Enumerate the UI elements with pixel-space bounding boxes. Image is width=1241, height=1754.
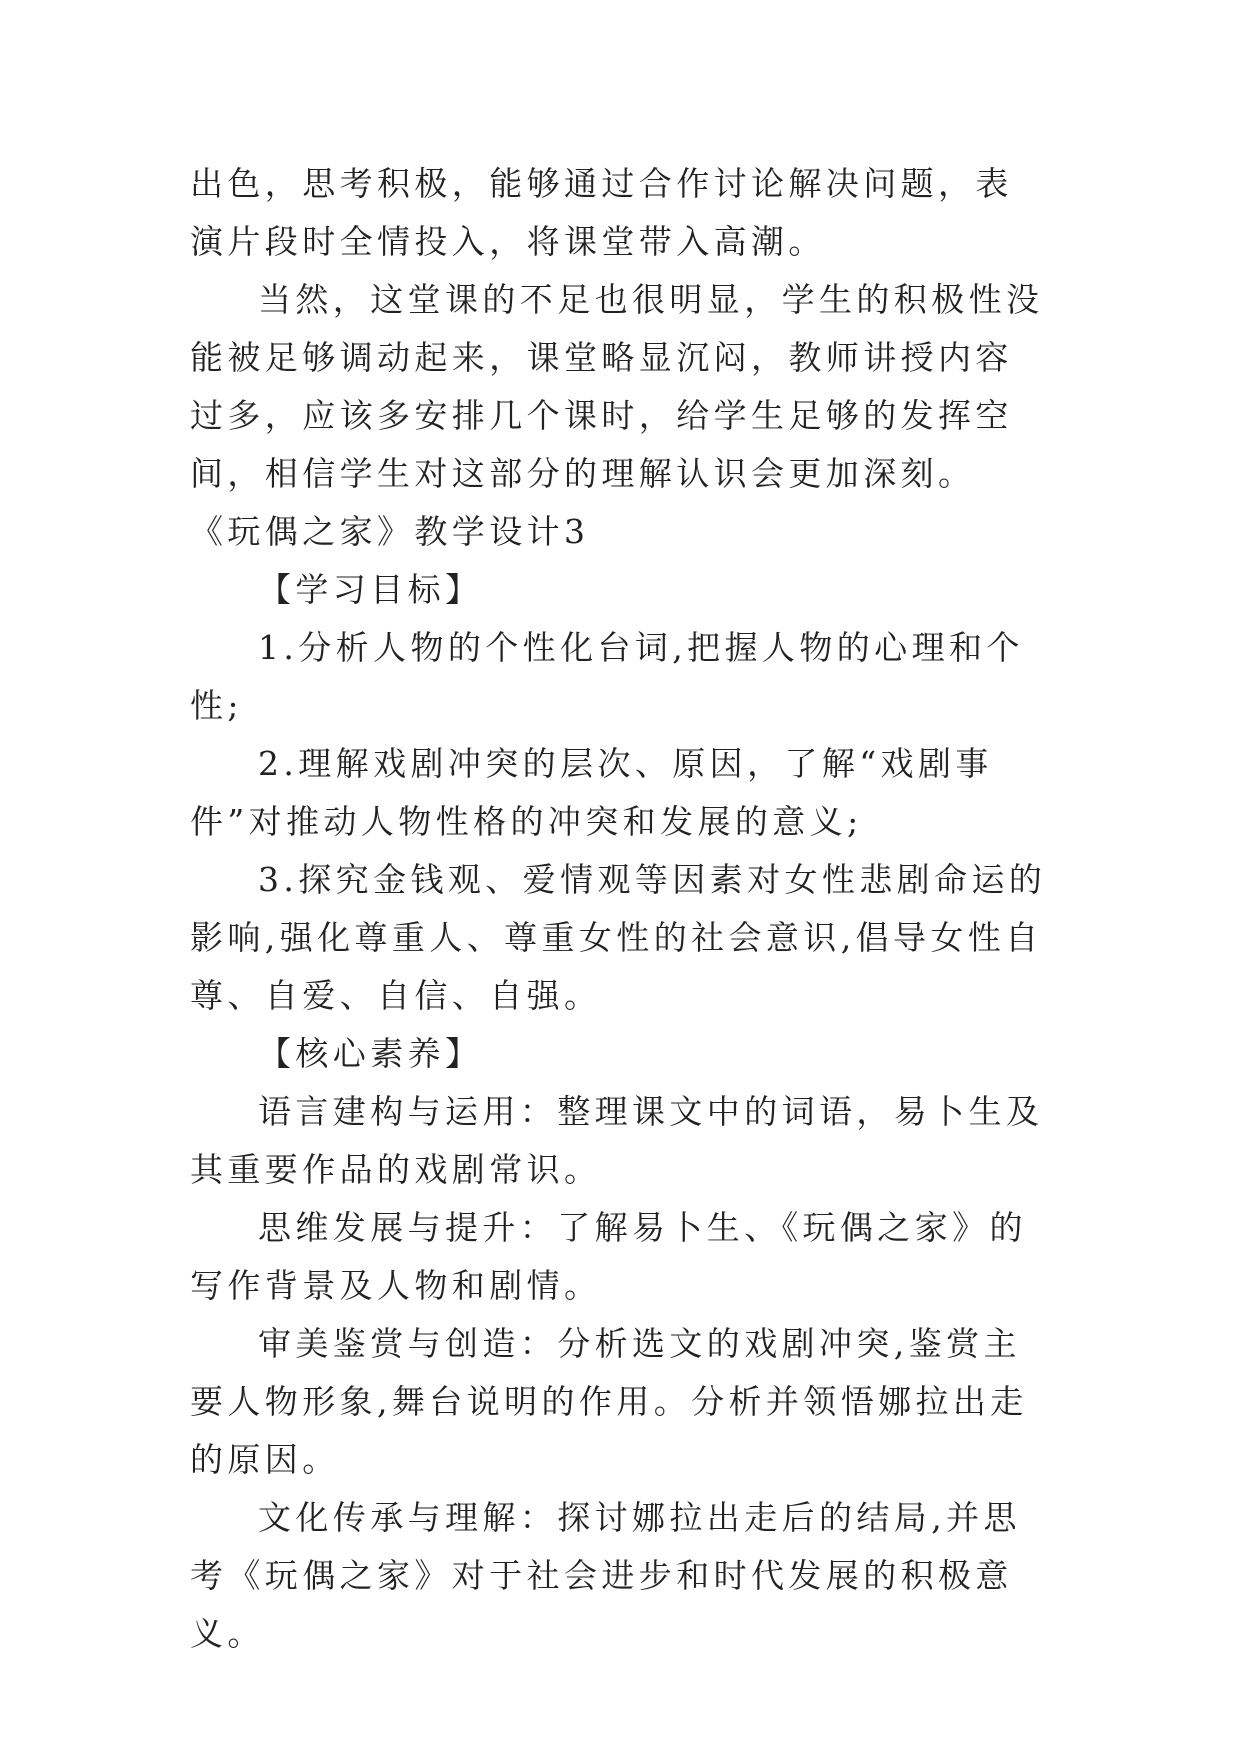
literacy-language: 语言建构与运用：整理课文中的词语，易卜生及其重要作品的戏剧常识。 [190,1092,1044,1189]
literacy-aesthetics: 审美鉴赏与创造：分析选文的戏剧冲突,鉴赏主要人物形象,舞台说明的作用。分析并领悟娜拉出走的原因。 [190,1324,1028,1479]
paragraph-reflection: 当然，这堂课的不足也很明显，学生的积极性没能被足够调动起来，课堂略显沉闷，教师讲授内容过多，应该多安排几个课时，给学生足够的发挥空间，相信学生对这部分的理解认识会更加深刻。 [190,280,1044,493]
heading-learning-goals: 【学习目标】 [258,570,483,609]
goal-item-3: 3.探究金钱观、爱情观等因素对女性悲剧命运的影响,强化尊重人、尊重女性的社会意识,倡导女性自尊、自爱、自信、自强。 [190,860,1047,1015]
literacy-culture: 文化传承与理解：探讨娜拉出走后的结局,并思考《玩偶之家》对于社会进步和时代发展的积极意义。 [190,1498,1021,1653]
document-page [190,155,1050,1663]
section-title: 《玩偶之家》教学设计3 [190,512,590,551]
goal-item-2: 2.理解戏剧冲突的层次、原因，了解“戏剧事件”对推动人物性格的冲突和发展的意义; [190,744,993,841]
heading-core-literacy: 【核心素养】 [258,1034,483,1073]
paragraph-continuation: 出色，思考积极，能够通过合作讨论解决问题，表演片段时全情投入，将课堂带入高潮。 [190,164,1013,261]
literacy-thinking: 思维发展与提升：了解易卜生、《玩偶之家》的写作背景及人物和剧情。 [190,1208,1027,1305]
goal-item-1: 1.分析人物的个性化台词,把握人物的心理和个性; [190,628,1024,725]
